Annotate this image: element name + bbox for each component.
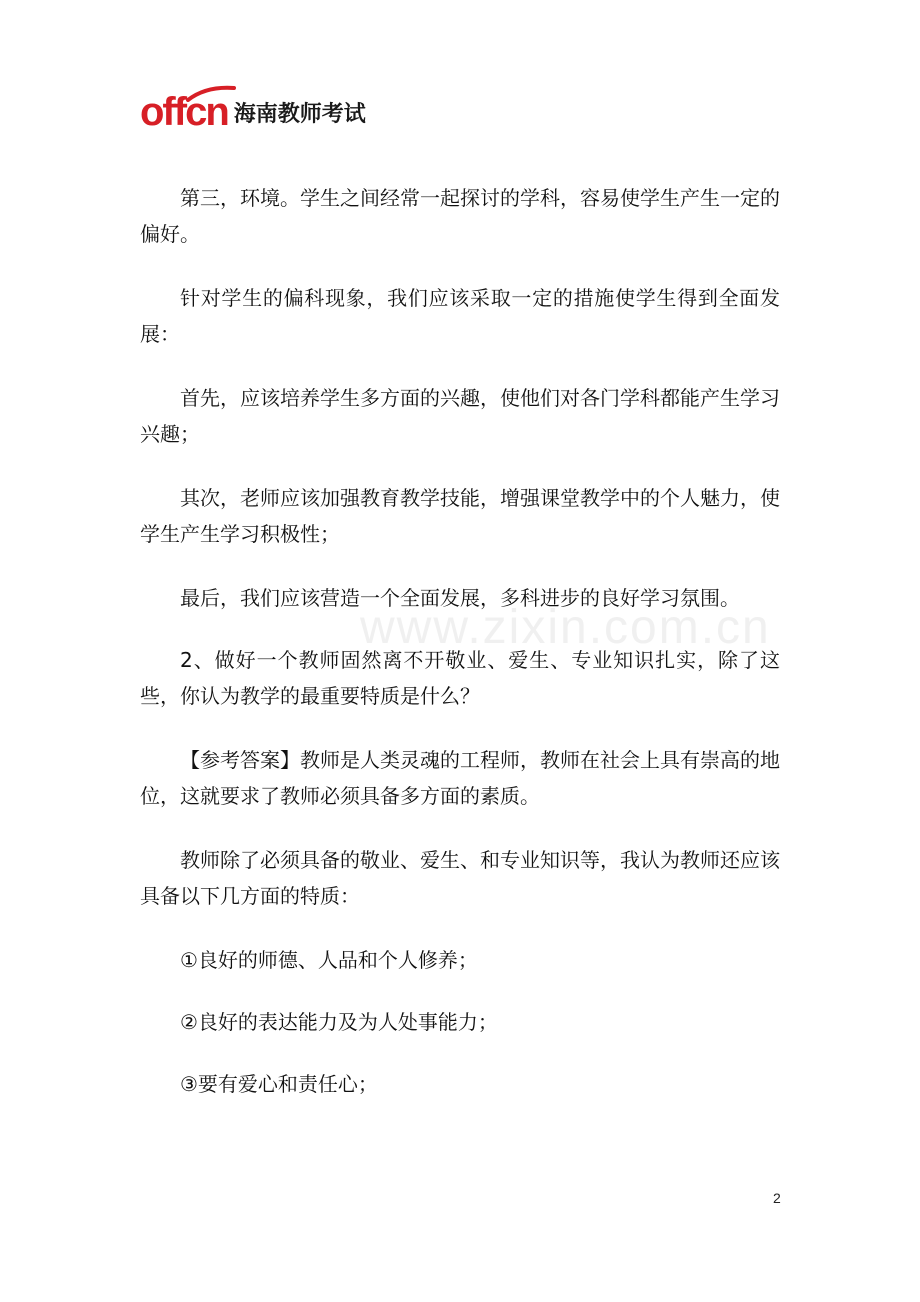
logo-mark-text: offcn [140,90,228,134]
list-item: ③要有爱心和责任心； [180,1072,378,1096]
offcn-logo [140,92,228,132]
watermark: www.zixin.com.cn [360,601,771,654]
header-logo [140,82,366,132]
paragraph: 首先，应该培养学生多方面的兴趣，使他们对各门学科都能产生学习兴趣； [140,386,780,446]
list-item: ②良好的表达能力及为人处事能力； [180,1010,498,1034]
answer-paragraph: 【参考答案】教师是人类灵魂的工程师，教师在社会上具有崇高的地位，这就要求了教师必须具备多方面的素质。 [140,748,780,808]
paragraph: 第三，环境。学生之间经常一起探讨的学科，容易使学生产生一定的偏好。 [140,186,780,246]
document-body [140,180,780,1128]
paragraph: 教师除了必须具备的敬业、爱生、和专业知识等，我认为教师还应该具备以下几方面的特质： [140,848,780,908]
paragraph: 针对学生的偏科现象，我们应该采取一定的措施使学生得到全面发展： [140,286,780,346]
logo-text: 海南教师考试 [233,102,366,127]
paragraph: 其次，老师应该加强教育教学技能，增强课堂教学中的个人魅力，使学生产生学习积极性； [140,486,780,546]
list-item: ①良好的师德、人品和个人修养； [180,948,478,972]
question-paragraph: 2、做好一个教师固然离不开敬业、爱生、专业知识扎实，除了这些，你认为教学的最重要特质是什么？ [140,648,780,708]
paragraph: 最后，我们应该营造一个全面发展，多科进步的良好学习氛围。 [180,586,740,610]
page-number: 2 [773,1190,781,1206]
logo-swoosh-icon [186,84,236,102]
